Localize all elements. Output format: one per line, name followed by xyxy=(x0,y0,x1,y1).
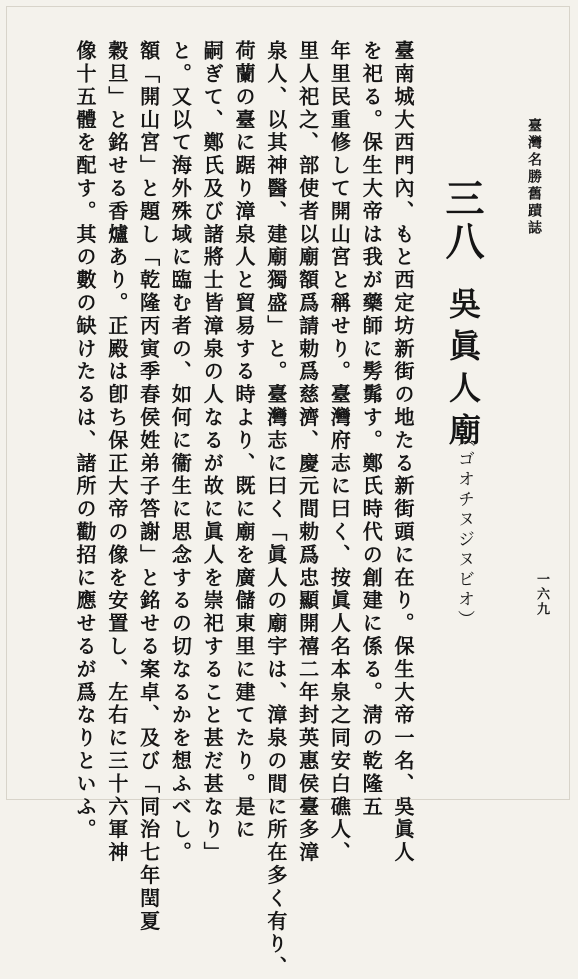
body-line: 嗣ぎて、鄭氏及び諸將士皆漳泉の人なるが故に眞人を崇祀すること甚だ甚なり」 xyxy=(200,40,225,865)
body-line: 里人祀之、部使者以廟額爲請勅爲慈濟、慶元間勅爲忠顯開禧二年封英惠侯臺多漳 xyxy=(295,40,320,865)
body-line: と。又以て海外殊域に臨む者の、如何に衞生に思念するの切なるかを想ふべし。 xyxy=(168,40,193,865)
body-line: を祀る。保生大帝は我が藥師に髣髴す。鄭氏時代の創建に係る。淸の乾隆五 xyxy=(359,40,384,819)
body-text xyxy=(68,40,418,979)
body-line: 穀旦」と銘せる香爐あり。正殿は卽ち保正大帝の像を安置し、左右に三十六軍神 xyxy=(104,40,129,865)
body-line: 臺南城大西門內、もと西定坊新街の地たる新街頭に在り。保生大帝一名、吳眞人 xyxy=(391,40,415,865)
chapter-title: 吳眞人廟 xyxy=(444,287,482,455)
running-header: 臺灣名勝舊蹟誌 xyxy=(526,118,542,237)
chapter-reading: （ゴオチヌジヌビオ） xyxy=(454,430,474,630)
page-number: 一六九 xyxy=(534,572,549,617)
body-line: 荷蘭の臺に踞り漳泉人と貿易する時より、既に廟を廣儲東里に建てたり。是に xyxy=(232,40,257,842)
chapter-number: 三八 xyxy=(439,178,485,264)
body-line: 年里民重修して開山宮と稱せり。臺灣府志に曰く、按眞人名本泉之同安白礁人、 xyxy=(327,40,352,865)
body-line: 像十五體を配す。其の數の缺けたるは、諸所の勸招に應せるが爲なりといふ。 xyxy=(73,40,98,842)
body-line: 泉人、以其神醫、建廟獨盛」と。臺灣志に曰く「眞人の廟宇は、漳泉の間に所在多く有り、 xyxy=(263,40,288,979)
body-line: 額「開山宮」と題し「乾隆丙寅季春侯姓弟子答謝」と銘せる案卓、及び「同治七年閏夏 xyxy=(136,40,161,934)
